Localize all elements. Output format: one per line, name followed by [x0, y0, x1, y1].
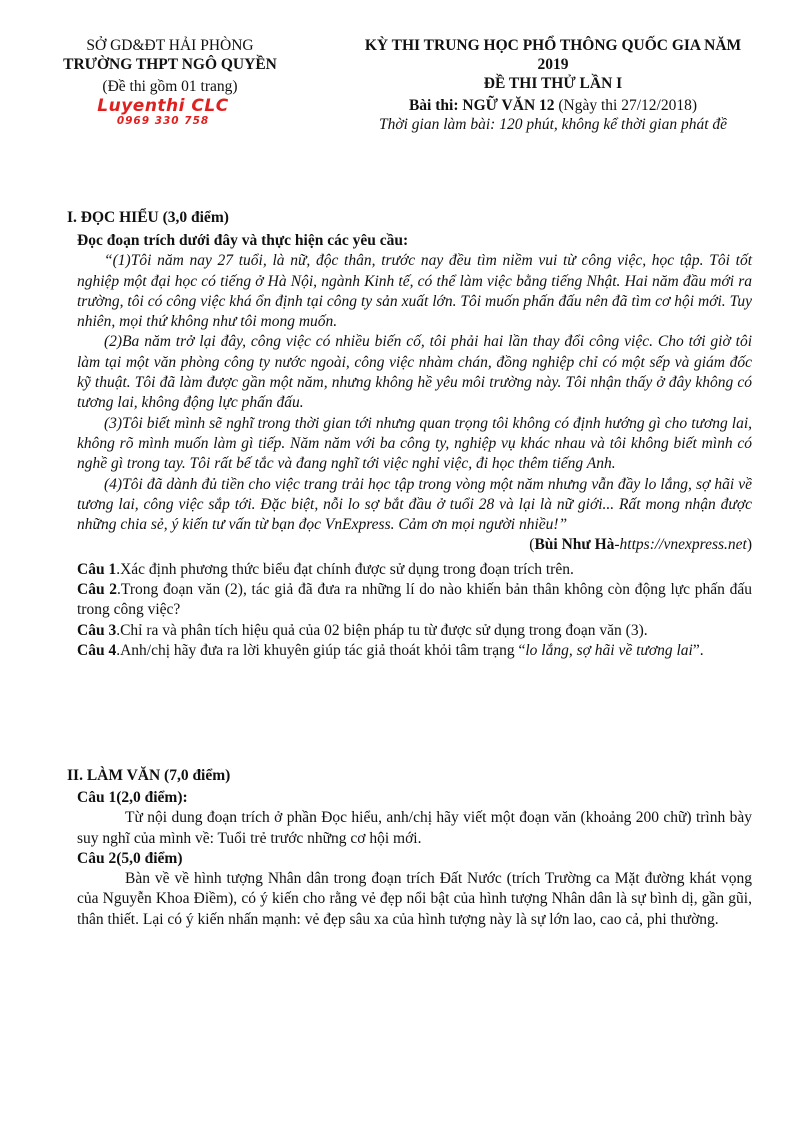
question-4 — [77, 641, 752, 661]
writing-body — [77, 788, 752, 930]
source-author: Bùi Như Hà — [534, 536, 615, 554]
section2-q2-text: Bàn về về hình tượng Nhân dân trong đoạn trích Đất Nước (trích Trường ca Mặt đường khát vọng của Nguyễn Khoa Điềm), có ý kiến cho rằng vẻ đẹp nổi bật của hình tượng Nhân dân là sự bình dị, gần gũi, thân thiết. Lại có ý kiến nhấn mạnh: vẻ đẹp sâu xa của hình tượng này là sự lớn lao, cao cả, phi thường. — [77, 870, 752, 928]
exam-header — [318, 36, 788, 134]
question-1 — [77, 560, 752, 580]
section2-q2-heading: Câu 2(5,0 điểm) — [77, 849, 183, 867]
subject-line — [318, 96, 788, 115]
passage-source: (Bùi Như Hà-https://vnexpress.net) — [529, 536, 752, 554]
passage-paragraph-2: (2)Ba năm trở lại đây, công việc có nhiều biến cố, tôi phải hai lần thay đổi công việc. Cho tới giờ tôi làm tại một văn phòng công ty nước ngoài, công việc nhàm chán, đồng nghiệp chỉ có một sếp và giám đốc kỹ thuật. Tôi đã làm được gần một năm, nhưng không hề yêu môi trường này. Tôi nhận thấy ở đây không có tương lai, không động lực phấn đấu. — [77, 333, 752, 412]
question-1-text: .Xác định phương thức biểu đạt chính được sử dụng trong đoạn trích trên. — [116, 560, 574, 578]
exam-subtitle: ĐỀ THI THỬ LẦN I — [483, 75, 623, 92]
luyenthi-logo: Luyenthi CLC — [97, 96, 229, 116]
time-note: Thời gian làm bài: 120 phút, không kể thời gian phát đề — [378, 116, 728, 133]
subject-name: NGỮ VĂN 12 — [462, 97, 555, 114]
passage-paragraph-1: “(1)Tôi năm nay 27 tuổi, là nữ, độc thân, trước nay đều tìm niềm vui từ công việc, học tập. Tôi tốt nghiệp một đại học có tiếng ở Hà Nội, ngành Kinh tế, có thể làm việc bằng tiếng Nhật. Hai năm đầu mới ra trường, tôi có công việc khá ổn định tại công ty sản xuất lớn. Tôi muốn phấn đấu nên đã tìm cơ hội mới. Tuy nhiên, mọi thứ không như tôi mong muốn. — [77, 252, 752, 331]
passage-paragraph-4: (4)Tôi đã dành đủ tiền cho việc trang trải học tập trong vòng một năm nhưng vẫn đầy lo lắng, sợ hãi về tương lai, công việc sắp tới. Đặc biệt, nỗi lo sợ bắt đầu ở tuổi 28 và lại là nữ giới... Rất mong nhận được những chia sẻ, ý kiến tư vấn từ bạn đọc VnExpress. Cảm ơn mọi người nhiều!” — [77, 475, 752, 534]
exam-title-line2: 2019 — [537, 56, 569, 73]
reading-body — [77, 231, 752, 661]
question-4-label: Câu 4 — [77, 641, 117, 659]
exam-title-line1: KỲ THI TRUNG HỌC PHỔ THÔNG QUỐC GIA NĂM — [364, 37, 742, 54]
question-4-text-italic: lo lắng, sợ hãi về tương lai — [525, 641, 693, 659]
question-2-text: .Trong đoạn văn (2), tác giả đã đưa ra những lí do nào khiến bản thân không còn động lực phấn đấu trong công việc? — [77, 581, 752, 619]
source-site: -https://vnexpress.net — [614, 536, 747, 554]
question-2 — [77, 580, 752, 621]
reading-section — [67, 208, 757, 228]
question-4-text-before: .Anh/chị hãy đưa ra lời khuyên giúp tác giả thoát khỏi tâm trạng “ — [116, 641, 526, 659]
question-3-label: Câu 3 — [77, 621, 117, 639]
department-name: SỞ GD&ĐT HẢI PHÒNG — [86, 37, 254, 54]
passage-paragraph-3: (3)Tôi biết mình sẽ nghĩ trong thời gian tới nhưng quan trọng tôi không có định hướng gì cho tương lai, không rõ mình muốn làm gì tiếp. Năm năm với ba công ty, nghiệp vụ khác nhau và tôi không biết mình có nghề gì trong tay. Tôi rất bế tắc và đang nghĩ tới việc nghỉ việc, đi học thêm tiếng Anh. — [77, 414, 752, 473]
subject-label: Bài thi: — [408, 97, 459, 114]
school-name: TRƯỜNG THPT NGÔ QUYỀN — [63, 56, 277, 73]
question-3 — [77, 621, 752, 641]
question-3-text: .Chỉ ra và phân tích hiệu quả của 02 biện pháp tu từ được sử dụng trong đoạn văn (3). — [116, 621, 648, 639]
question-1-label: Câu 1 — [77, 560, 117, 578]
luyenthi-logo-phone: 0969 330 758 — [116, 115, 210, 127]
section1-instruction: Đọc đoạn trích dưới đây và thực hiện các yêu cầu: — [77, 232, 409, 249]
question-4-text-after: ”. — [692, 641, 704, 659]
section1-heading: I. ĐỌC HIỂU (3,0 điểm) — [67, 209, 229, 226]
exam-date: (Ngày thi 27/12/2018) — [558, 97, 698, 114]
section2-heading: II. LÀM VĂN (7,0 điểm) — [67, 767, 231, 784]
writing-section — [67, 766, 757, 786]
pages-note: (Đề thi gồm 01 trang) — [102, 78, 238, 95]
school-header — [40, 36, 300, 127]
section2-q1-heading: Câu 1(2,0 điểm): — [77, 789, 188, 806]
section2-q1-text: Từ nội dung đoạn trích ở phần Đọc hiểu, anh/chị hãy viết một đoạn văn (khoảng 200 chữ) trình bày suy nghĩ của mình về: Tuổi trẻ trước những cơ hội mới. — [77, 809, 752, 847]
question-2-label: Câu 2 — [77, 581, 118, 599]
